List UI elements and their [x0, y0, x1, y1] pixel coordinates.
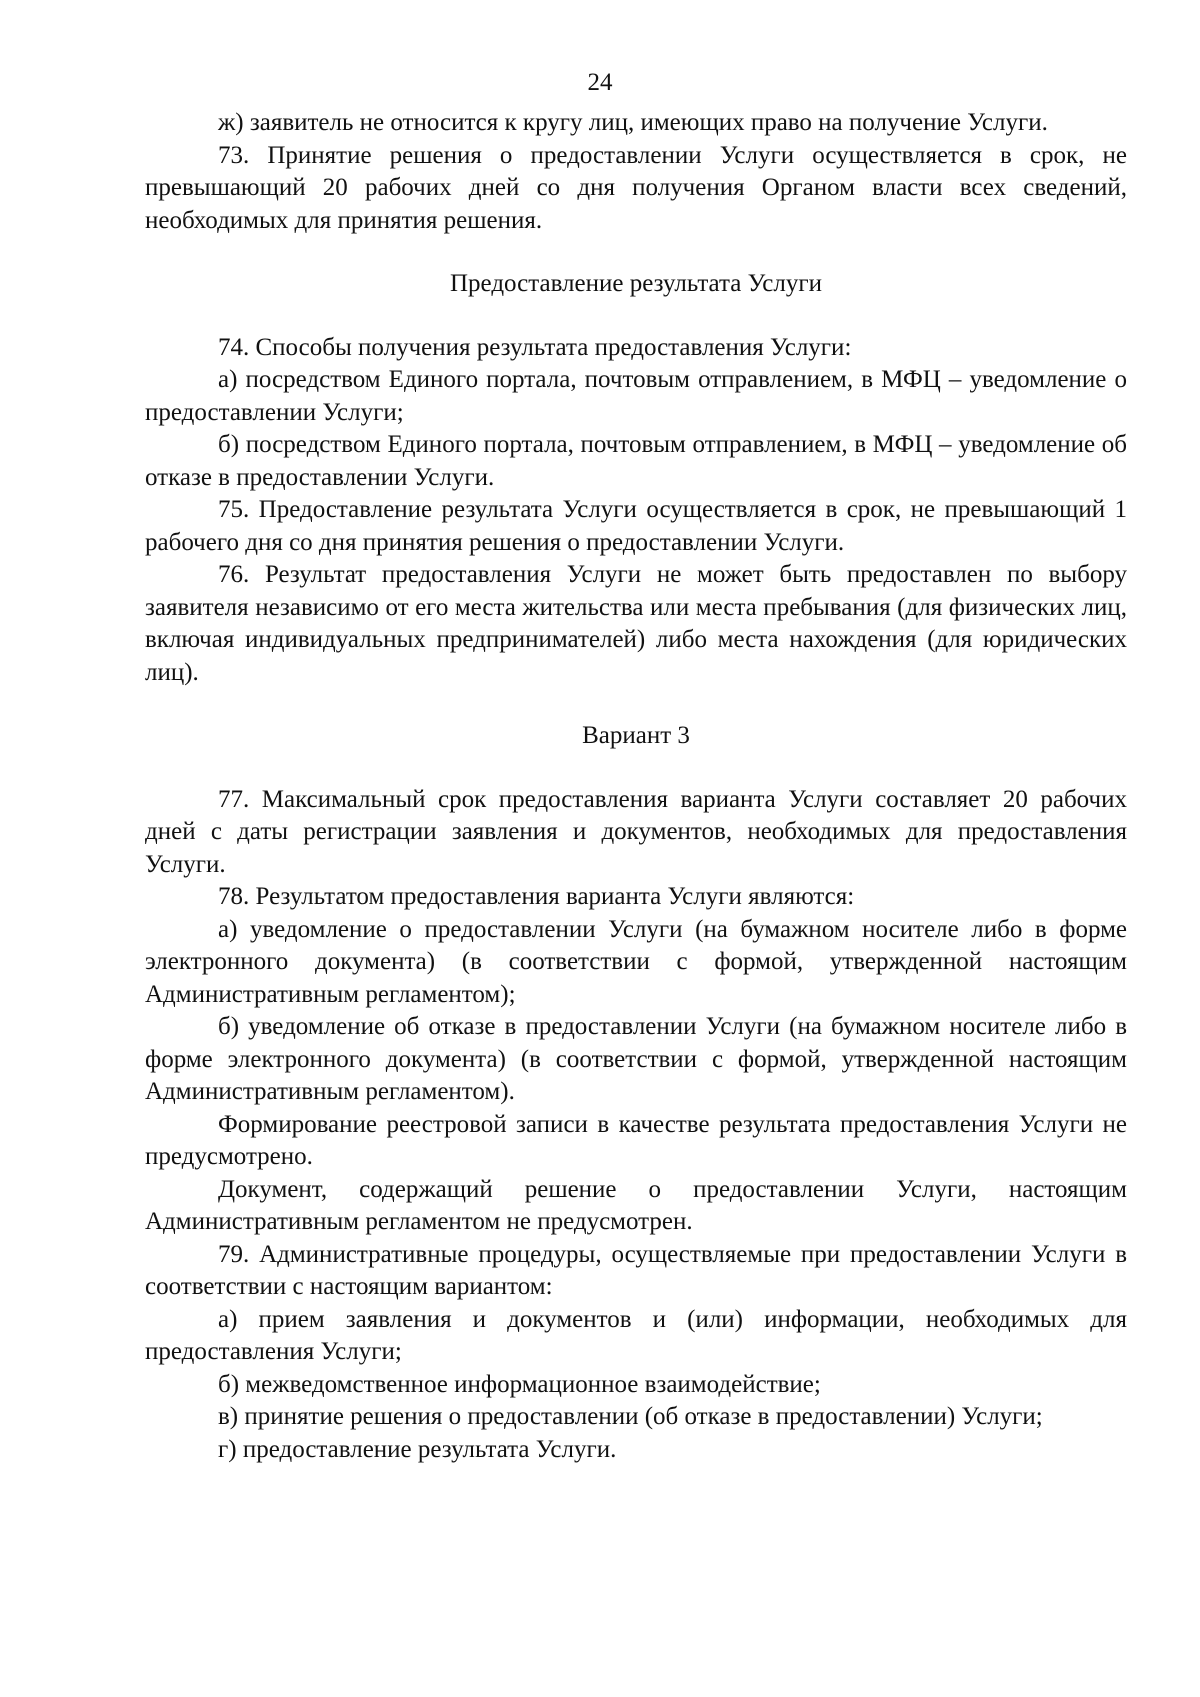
paragraph-74-b: б) посредством Единого портала, почтовым отправлением, в МФЦ – уведомление об отказе в предоставлении Услуги.	[145, 431, 1127, 491]
paragraph-74-a: а) посредством Единого портала, почтовым отправлением, в МФЦ – уведомление о предоставлении Услуги;	[145, 366, 1127, 426]
paragraph-76: 76. Результат предоставления Услуги не может быть предоставлен по выбору заявителя независимо от его места жительства или места пребывания (для физических лиц, включая индивидуальных предпринимателей) либо места нахождения (для юридических лиц).	[145, 561, 1127, 686]
paragraph-79-v: в) принятие решения о предоставлении (об отказе в предоставлении) Услуги;	[218, 1403, 1043, 1430]
paragraph-75: 75. Предоставление результата Услуги осуществляется в срок, не превышающий 1 рабочего дня со дня принятия решения о предоставлении Услуги.	[145, 496, 1127, 556]
paragraph-73: 73. Принятие решения о предоставлении Услуги осуществляется в срок, не превышающий 20 рабочих дней со дня получения Органом власти всех сведений, необходимых для принятия решения.	[145, 141, 1127, 234]
section-heading-variant-3: Вариант 3	[582, 722, 690, 749]
paragraph-78: 78. Результатом предоставления варианта Услуги являются:	[218, 883, 855, 910]
paragraph-item-zh: ж) заявитель не относится к кругу лиц, имеющих право на получение Услуги.	[218, 109, 1048, 136]
paragraph-79-g: г) предоставление результата Услуги.	[218, 1435, 617, 1463]
paragraph-78-b: б) уведомление об отказе в предоставлении Услуги (на бумажном носителе либо в форме электронного документа) (в соответствии с формой, утвержденной настоящим Административным регламентом).	[145, 1013, 1127, 1105]
paragraph-79-b: б) межведомственное информационное взаимодействие;	[218, 1370, 821, 1398]
paragraph-78-a: а) уведомление о предоставлении Услуги (на бумажном носителе либо в форме электронного документа) (в соответствии с формой, утвержденной настоящим Административным регламентом);	[145, 915, 1127, 1008]
paragraph-decision-document: Документ, содержащий решение о предоставлении Услуги, настоящим Административным регламентом не предусмотрен.	[145, 1175, 1127, 1235]
paragraph-77: 77. Максимальный срок предоставления варианта Услуги составляет 20 рабочих дней с даты регистрации заявления и документов, необходимых для предоставления Услуги.	[145, 785, 1127, 878]
page-number: 24	[587, 69, 613, 96]
paragraph-79-a: а) прием заявления и документов и (или) информации, необходимых для предоставления Услуги;	[145, 1305, 1127, 1365]
paragraph-registry-record: Формирование реестровой записи в качестве результата предоставления Услуги не предусмотрено.	[145, 1110, 1127, 1170]
paragraph-74: 74. Способы получения результата предоставления Услуги:	[218, 333, 852, 361]
section-heading-result: Предоставление результата Услуги	[450, 270, 822, 297]
document-body	[145, 107, 1127, 1466]
paragraph-79: 79. Административные процедуры, осуществляемые при предоставлении Услуги в соответствии с настоящим вариантом:	[145, 1240, 1127, 1300]
